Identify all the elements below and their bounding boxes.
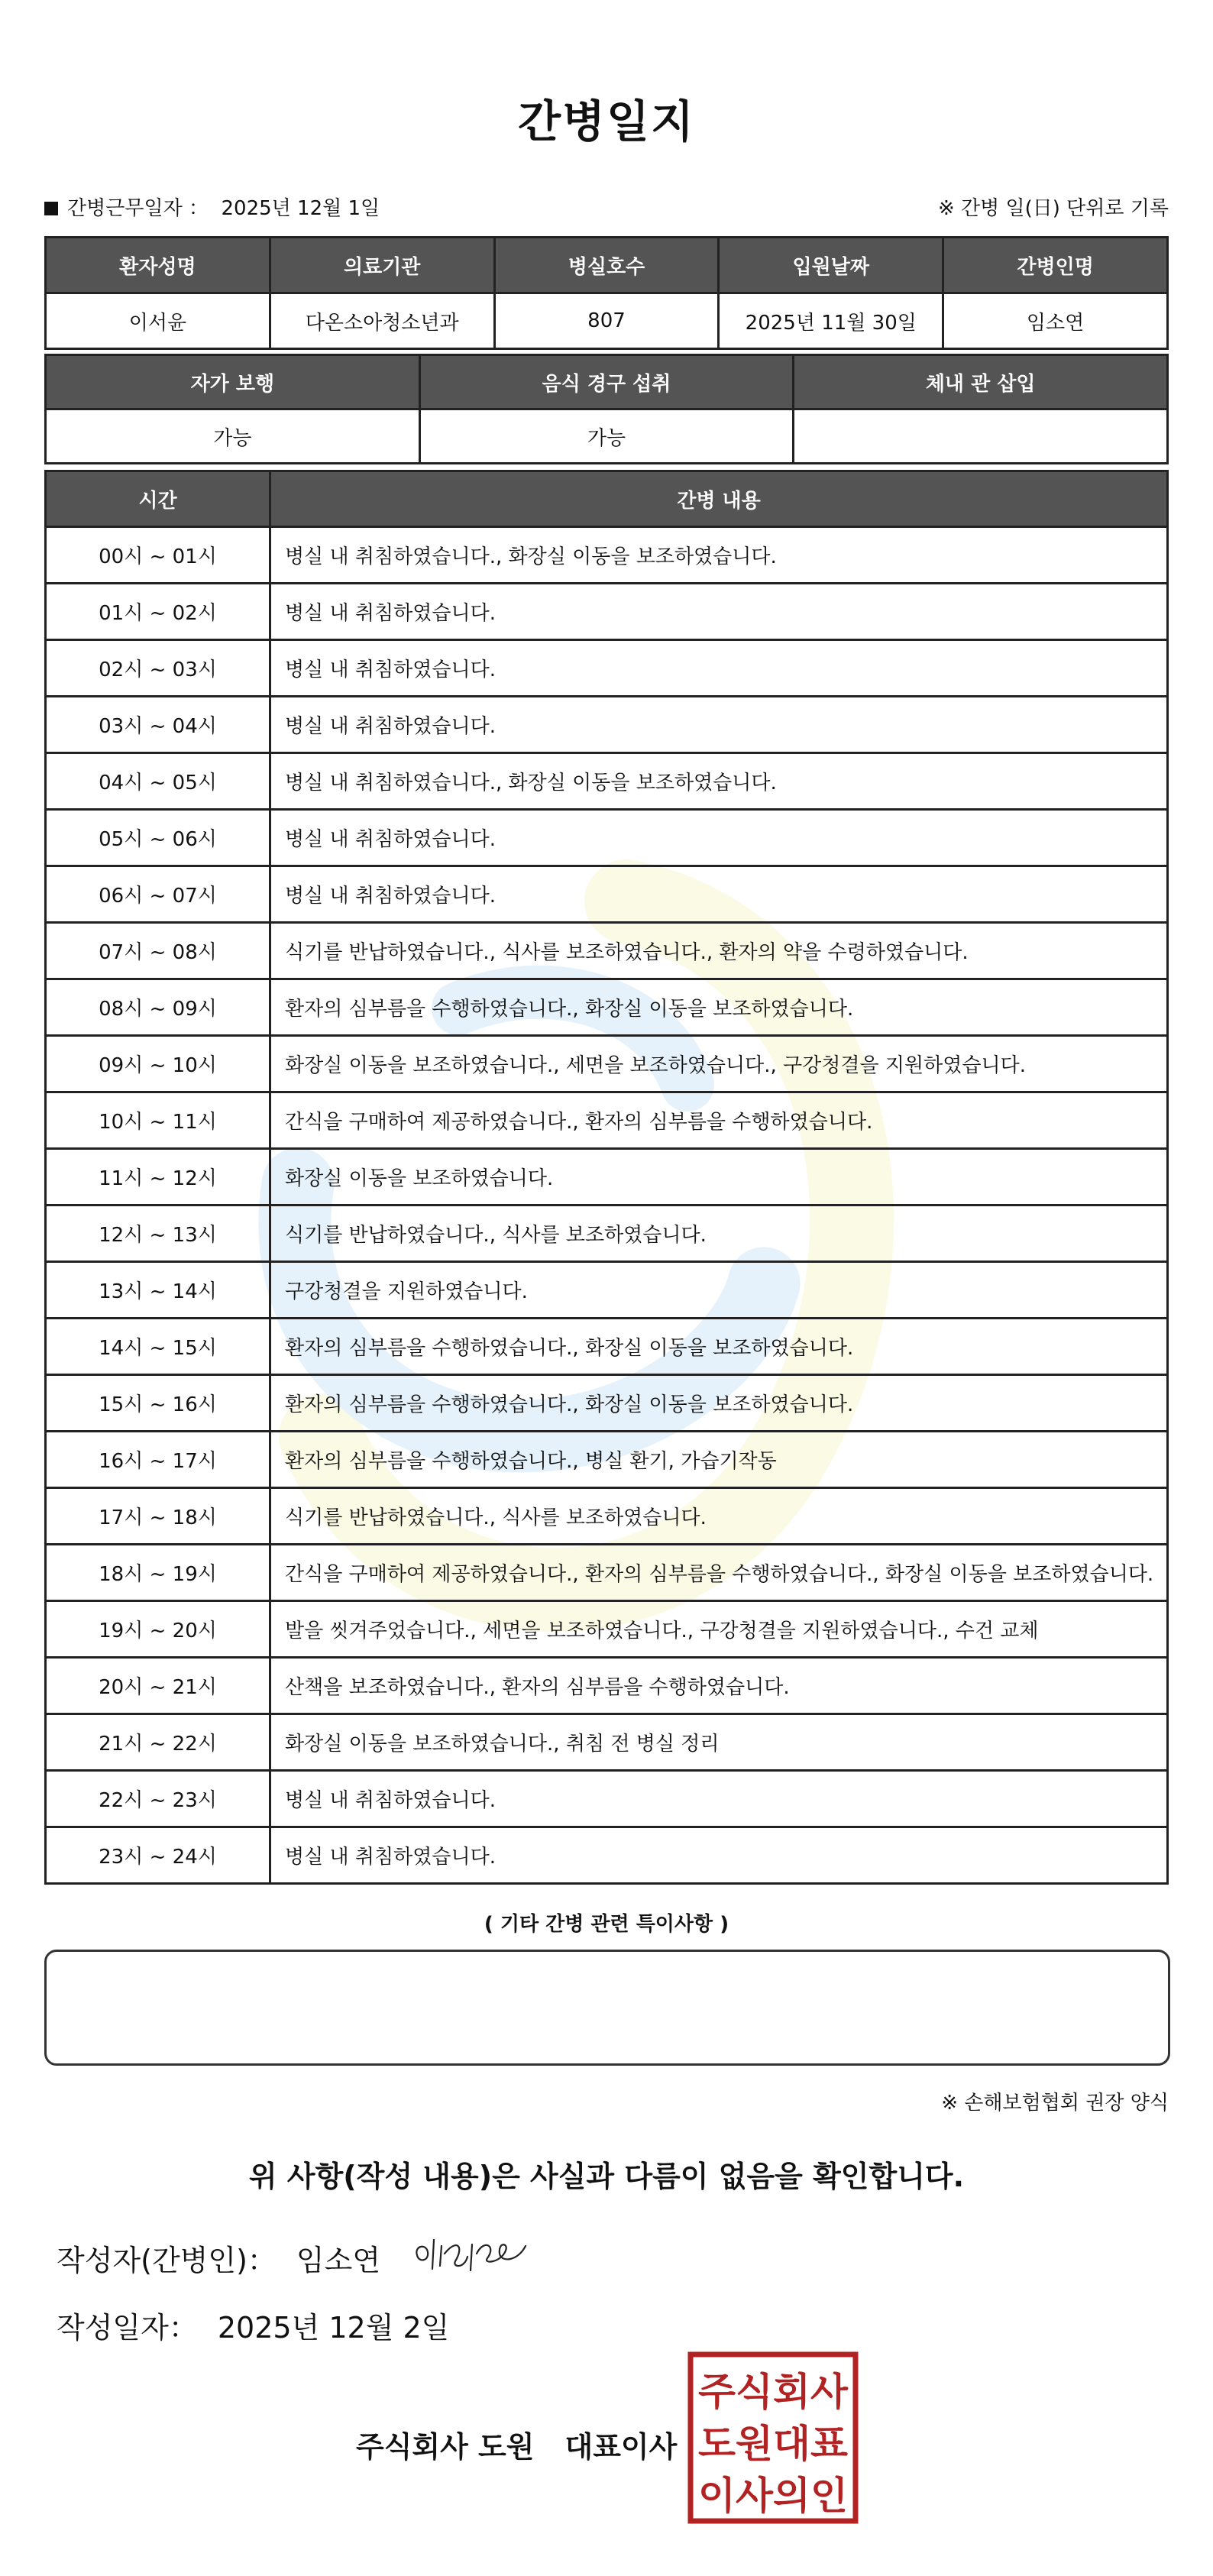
log-content: 발을 씻겨주었습니다., 세면을 보조하였습니다., 구강청결을 지원하였습니다., 수건 교체 [270,1601,1168,1658]
write-date-label: 작성일자： [57,2311,198,2345]
tube-insertion-value [794,409,1168,464]
square-bullet-icon [44,202,58,215]
log-time: 02시 ~ 03시 [46,640,270,697]
log-content: 병실 내 취침하였습니다. [270,1827,1168,1884]
work-date-label: 간병근무일자 ： [67,197,209,220]
write-date-line [57,2304,449,2346]
log-row [46,1771,1168,1827]
header-room-number: 병실호수 [494,238,719,293]
log-content: 병실 내 취침하였습니다. [270,810,1168,866]
log-time: 04시 ~ 05시 [46,753,270,810]
notes-box [44,1950,1170,2066]
log-row [46,1545,1168,1601]
header-oral-intake: 음식 경구 섭취 [419,355,794,409]
log-time: 21시 ~ 22시 [46,1714,270,1771]
log-time: 12시 ~ 13시 [46,1205,270,1262]
hospital-name: 다온소아청소년과 [270,293,494,349]
notes-title: ( 기타 간병 관련 특이사항 ) [484,1913,729,1936]
svg-text:이사의인: 이사의인 [698,2474,848,2518]
log-content: 화장실 이동을 보조하였습니다. [270,1149,1168,1205]
header-hospital: 의료기관 [270,238,494,293]
writer-line [57,2237,380,2279]
log-row [46,1205,1168,1262]
work-date-value: 2025년 12월 1일 [221,197,380,220]
log-row [46,1658,1168,1714]
log-time: 09시 ~ 10시 [46,1036,270,1092]
log-content: 병실 내 취침하였습니다. [270,640,1168,697]
log-content: 환자의 심부름을 수행하였습니다., 화장실 이동을 보조하였습니다. [270,1319,1168,1375]
record-note: ※ 간병 일(日) 단위로 기록 [937,197,1169,220]
log-time: 19시 ~ 20시 [46,1601,270,1658]
log-content: 병실 내 취침하였습니다., 화장실 이동을 보조하였습니다. [270,527,1168,584]
log-time: 06시 ~ 07시 [46,866,270,923]
log-time: 20시 ~ 21시 [46,1658,270,1714]
log-time: 07시 ~ 08시 [46,923,270,979]
log-time: 03시 ~ 04시 [46,697,270,753]
log-time: 17시 ~ 18시 [46,1488,270,1545]
header-care-content: 간병 내용 [270,471,1168,527]
log-content: 병실 내 취침하였습니다. [270,584,1168,640]
header-admission-date: 입원날짜 [719,238,943,293]
writer-name: 임소연 [296,2244,381,2277]
caregiver-name: 임소연 [943,293,1168,349]
room-number: 807 [494,293,719,349]
write-date-value: 2025년 12월 2일 [217,2311,450,2345]
care-log-table [44,470,1169,1885]
log-row [46,1262,1168,1319]
log-row [46,810,1168,866]
log-row [46,753,1168,810]
log-content: 병실 내 취침하였습니다. [270,866,1168,923]
log-content: 산책을 보조하였습니다., 환자의 심부름을 수행하였습니다. [270,1658,1168,1714]
log-content: 식기를 반납하였습니다., 식사를 보조하였습니다. [270,1205,1168,1262]
log-content: 화장실 이동을 보조하였습니다., 취침 전 병실 정리 [270,1714,1168,1771]
log-time: 05시 ~ 06시 [46,810,270,866]
log-content: 식기를 반납하였습니다., 식사를 보조하였습니다. [270,1488,1168,1545]
log-content: 환자의 심부름을 수행하였습니다., 화장실 이동을 보조하였습니다. [270,1375,1168,1432]
company-seal-stamp [687,2351,859,2524]
log-time: 16시 ~ 17시 [46,1432,270,1488]
company-name: 주식회사 도원 [356,2430,535,2464]
log-row [46,697,1168,753]
writer-label: 작성자(간병인)： [57,2244,277,2277]
log-row [46,866,1168,923]
log-time: 08시 ~ 09시 [46,979,270,1036]
log-row [46,640,1168,697]
log-time: 14시 ~ 15시 [46,1319,270,1375]
log-content: 식기를 반납하였습니다., 식사를 보조하였습니다., 환자의 약을 수령하였습니다. [270,923,1168,979]
log-row [46,1827,1168,1884]
confirmation-statement: 위 사항(작성 내용)은 사실과 다름이 없음을 확인합니다. [248,2160,965,2193]
log-content: 병실 내 취침하였습니다. [270,1771,1168,1827]
recommend-note: ※ 손해보험협회 권장 양식 [941,2092,1169,2115]
log-content: 병실 내 취침하였습니다., 화장실 이동을 보조하였습니다. [270,753,1168,810]
work-date [44,193,380,221]
patient-ability-table [44,354,1169,464]
log-time: 23시 ~ 24시 [46,1827,270,1884]
log-row [46,527,1168,584]
header-patient-name: 환자성명 [46,238,270,293]
company-title: 대표이사 [564,2430,678,2464]
signature-image [411,2223,533,2284]
log-row [46,1488,1168,1545]
log-content: 화장실 이동을 보조하였습니다., 세면을 보조하였습니다., 구강청결을 지원하였습니다. [270,1036,1168,1092]
log-row [46,1036,1168,1092]
log-time: 13시 ~ 14시 [46,1262,270,1319]
log-row [46,1092,1168,1149]
patient-info-table [44,236,1169,350]
log-content: 간식을 구매하여 제공하였습니다., 환자의 심부름을 수행하였습니다. [270,1092,1168,1149]
log-time: 00시 ~ 01시 [46,527,270,584]
log-row [46,584,1168,640]
log-row [46,1714,1168,1771]
log-content: 구강청결을 지원하였습니다. [270,1262,1168,1319]
log-row [46,1319,1168,1375]
log-time: 01시 ~ 02시 [46,584,270,640]
svg-text:도원대표: 도원대표 [698,2422,849,2466]
log-row [46,1601,1168,1658]
log-content: 간식을 구매하여 제공하였습니다., 환자의 심부름을 수행하였습니다., 화장실 이동을 보조하였습니다. [270,1545,1168,1601]
log-content: 환자의 심부름을 수행하였습니다., 병실 환기, 가습기작동 [270,1432,1168,1488]
document-title: 간병일지 [517,95,696,147]
log-row [46,1432,1168,1488]
log-row [46,923,1168,979]
log-time: 11시 ~ 12시 [46,1149,270,1205]
log-time: 22시 ~ 23시 [46,1771,270,1827]
self-walking-value: 가능 [46,409,420,464]
log-content: 병실 내 취침하였습니다. [270,697,1168,753]
header-time: 시간 [46,471,270,527]
admission-date: 2025년 11월 30일 [719,293,943,349]
log-row [46,1375,1168,1432]
oral-intake-value: 가능 [419,409,794,464]
svg-text:주식회사: 주식회사 [698,2370,849,2414]
log-row [46,979,1168,1036]
log-row [46,1149,1168,1205]
company-signoff [356,2423,677,2465]
header-tube-insertion: 체내 관 삽입 [794,355,1168,409]
patient-name: 이서윤 [46,293,270,349]
log-time: 10시 ~ 11시 [46,1092,270,1149]
header-caregiver-name: 간병인명 [943,238,1168,293]
log-time: 15시 ~ 16시 [46,1375,270,1432]
log-time: 18시 ~ 19시 [46,1545,270,1601]
header-self-walking: 자가 보행 [46,355,420,409]
log-content: 환자의 심부름을 수행하였습니다., 화장실 이동을 보조하였습니다. [270,979,1168,1036]
